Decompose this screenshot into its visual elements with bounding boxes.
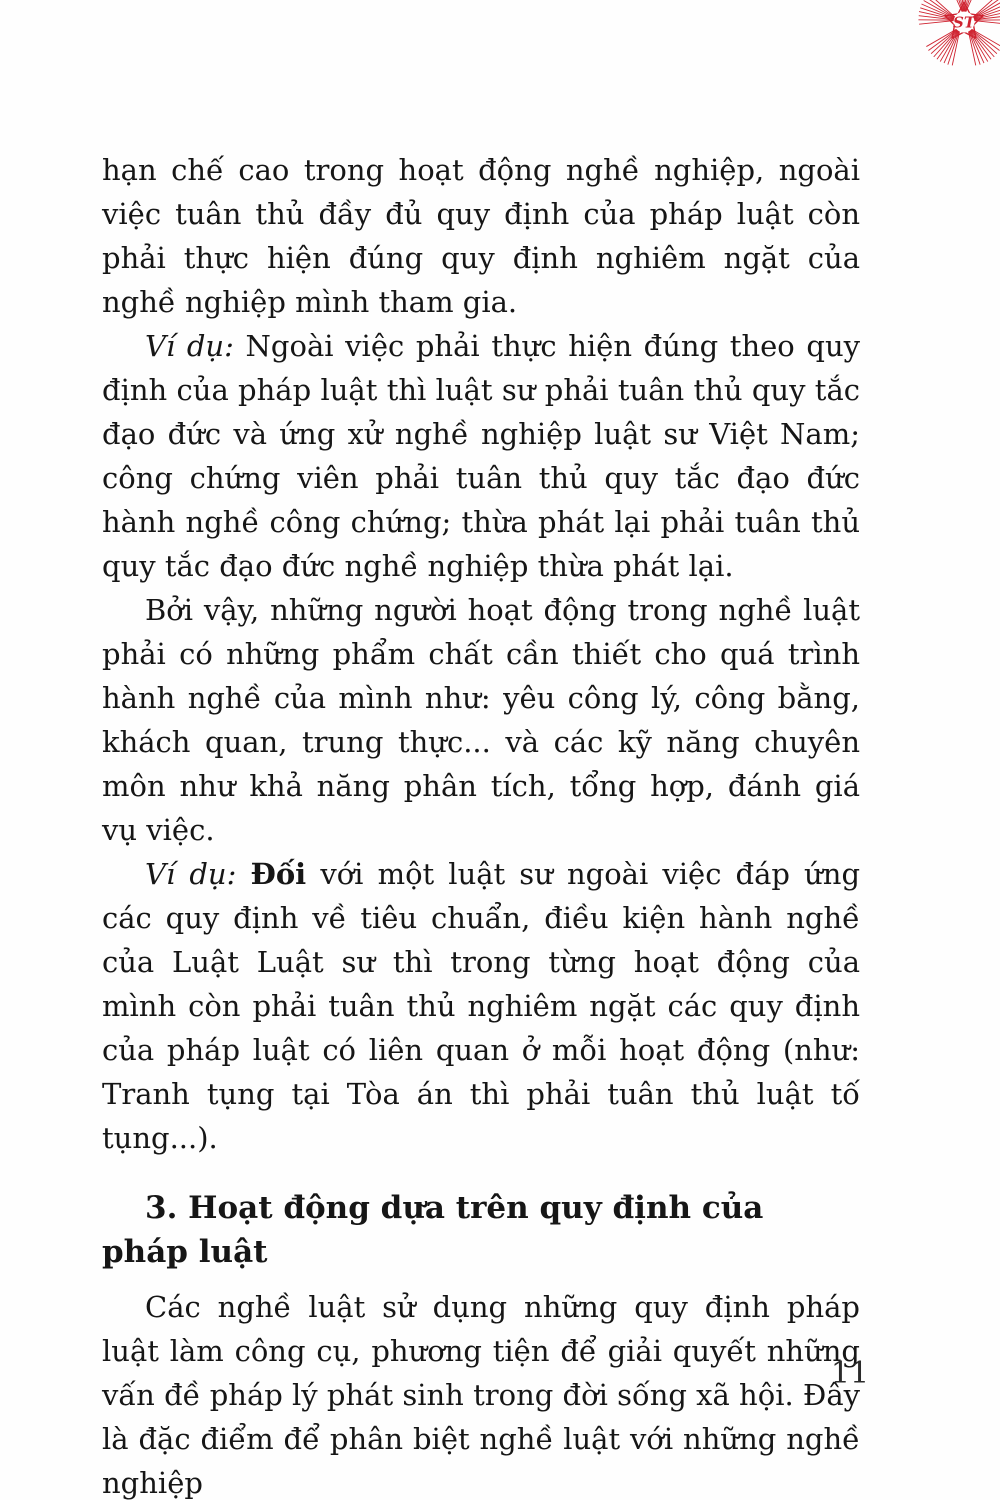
example-label: Ví dụ: bbox=[145, 329, 234, 363]
example-label: Ví dụ: bbox=[145, 857, 237, 891]
section-heading: 3. Hoạt động dựa trên quy định của pháp luật bbox=[102, 1190, 764, 1270]
text-block bbox=[102, 148, 860, 1500]
paragraph-text: hạn chế cao trong hoạt động nghề nghiệp, ngoài việc tuân thủ đầy đủ quy định của pháp luật còn phải thực hiện đúng quy định nghiêm ngặt của nghề nghiệp mình tham gia. bbox=[102, 153, 860, 319]
paragraph-text: Các nghề luật sử dụng những quy định pháp luật làm công cụ, phương tiện để giải quyết những vấn đề pháp lý phát sinh trong đời sống xã hội. Đây là đặc điểm để phân biệt nghề luật với những nghề nghiệp bbox=[102, 1290, 860, 1500]
paragraph-section-3-intro bbox=[102, 1285, 860, 1500]
paragraph-text: với một luật sư ngoài việc đáp ứng các quy định về tiêu chuẩn, điều kiện hành nghề của Luật Luật sư thì trong từng hoạt động của mình còn phải tuân thủ nghiêm ngặt các quy định của pháp luật có liên quan ở mỗi hoạt động (như: Tranh tụng tại Tòa án thì phải tuân thủ luật tố tụng...). bbox=[102, 857, 861, 1155]
logo-monogram: ST bbox=[953, 13, 975, 32]
paragraph-boi-vay bbox=[102, 588, 860, 852]
paragraph-example-2 bbox=[102, 852, 860, 1160]
page-number: 11 bbox=[830, 1356, 870, 1391]
paragraph-continuation bbox=[102, 148, 860, 324]
paragraph-text: Ngoài việc phải thực hiện đúng theo quy định của pháp luật thì luật sư phải tuân thủ quy tắc đạo đức và ứng xử nghề nghiệp luật sư Việt Nam; công chứng viên phải tuân thủ quy tắc đạo đức hành nghề công chứng; thừa phát lại phải tuân thủ quy tắc đạo đức nghề nghiệp thừa phát lại. bbox=[102, 329, 861, 583]
starburst-icon bbox=[916, 0, 1000, 70]
publisher-star-logo bbox=[916, 0, 1000, 70]
bold-lead-word: Đối bbox=[250, 857, 307, 891]
paragraph-text: Bởi vậy, những người hoạt động trong nghề luật phải có những phẩm chất cần thiết cho quá trình hành nghề của mình như: yêu công lý, công bằng, khách quan, trung thực... và các kỹ năng chuyên môn như khả năng phân tích, tổng hợp, đánh giá vụ việc. bbox=[102, 593, 860, 847]
paragraph-example-1 bbox=[102, 324, 860, 588]
